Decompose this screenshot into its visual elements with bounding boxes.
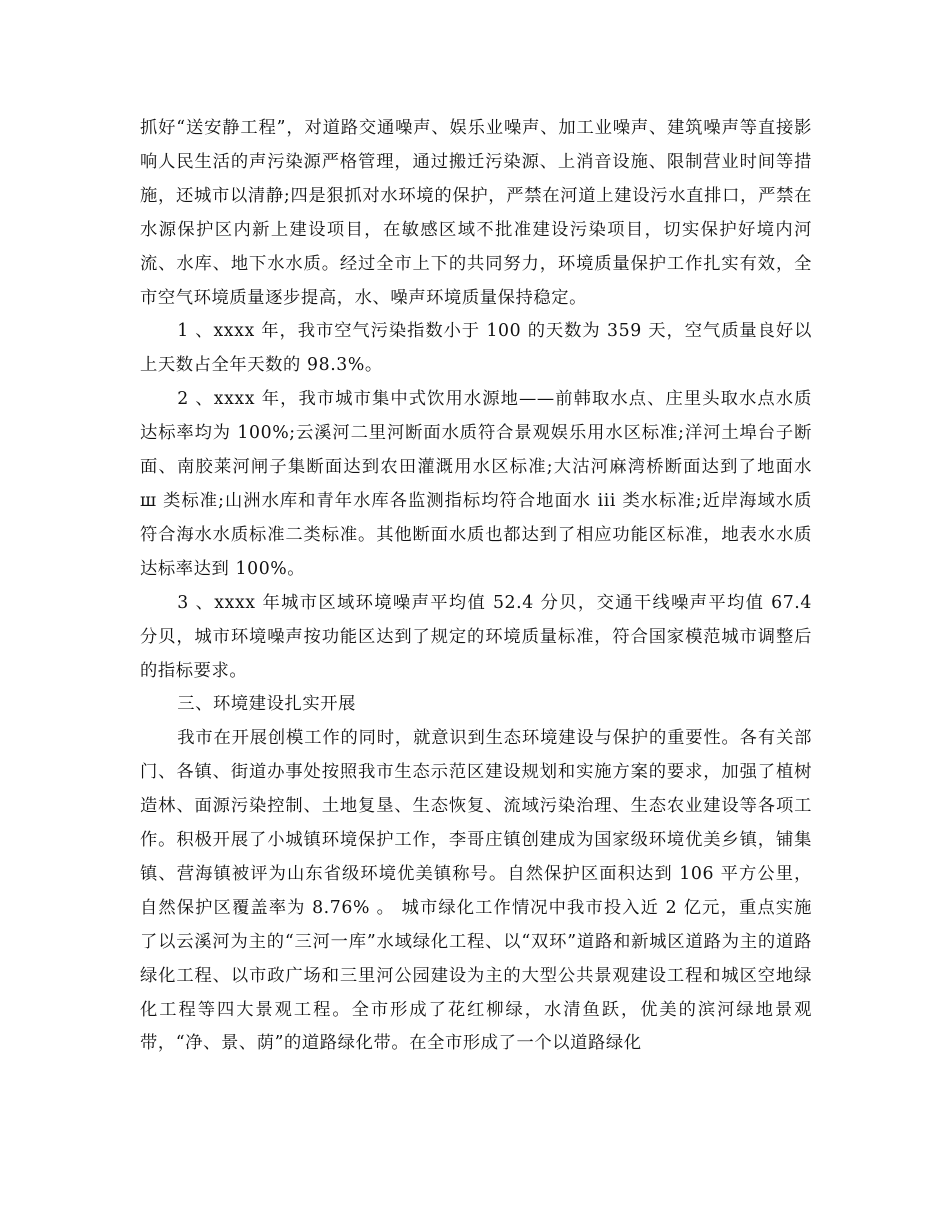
section-heading-environment-construction: 三、环境建设扎实开展: [177, 694, 357, 715]
paragraph-noise-and-water-protection: 抓好“送安静工程”，对道路交通噪声、娱乐业噪声、加工业噪声、建筑噪声等直接影响人民生活的声污染源严格管理，通过搬迁污染源、上消音设施、限制营业时间等措施，还城市以清静;四是狠抓对水环境的保护，严禁在河道上建设污水直排口，严禁在水源保护区内新上建设项目，在敏感区域不批准建设污染项目，切实保护好境内河流、水库、地下水水质。经过全市上下的共同努力，环境质量保护工作扎实有效，全市空气环境质量逐步提高，水、噪声环境质量保持稳定。: [140, 118, 812, 308]
paragraph-water-quality: 2 、xxxx 年，我市城市集中式饮用水源地——前韩取水点、庄里头取水点水质达标率均为 100%;云溪河二里河断面水质符合景观娱乐用水区标准;洋河土埠台子断面、南胶莱河闸子集断面达到农田灌溉用水区标准;大沽河麻湾桥断面达到了地面水 ш 类标准;山洲水库和青年水库各监测指标均符合地面水 iii 类水标准;近岸海域水质符合海水水质标准二类标准。其他断面水质也都达到了相应功能区标准，地表水水质达标率达到 100%。: [140, 389, 812, 579]
paragraph-ecological-construction: 我市在开展创模工作的同时，就意识到生态环境建设与保护的重要性。各有关部门、各镇、街道办事处按照我市生态示范区建设规划和实施方案的要求，加强了植树造林、面源污染控制、土地复垦、生态恢复、流域污染治理、生态农业建设等各项工作。积极开展了小城镇环境保护工作，李哥庄镇创建成为国家级环境优美乡镇，铺集镇、营海镇被评为山东省级环境优美镇称号。自然保护区面积达到 106 平方公里，自然保护区覆盖率为 8.76% 。 城市绿化工作情况中我市投入近 2 亿元，重点实施了以云溪河为主的“三河一库”水域绿化工程、以“双环”道路和新城区道路为主的道路绿化工程、以市政广场和三里河公园建设为主的大型公共景观建设工程和城区空地绿化工程等四大景观工程。全市形成了花红柳绿，水清鱼跃，优美的滨河绿地景观带，“净、景、荫”的道路绿化带。在全市形成了一个以道路绿化: [140, 728, 812, 1054]
paragraph-air-quality: 1 、xxxx 年，我市空气污染指数小于 100 的天数为 359 天，空气质量良好以上天数占全年天数的 98.3%。: [140, 321, 812, 376]
paragraph-noise-levels: 3 、xxxx 年城市区域环境噪声平均值 52.4 分贝，交通干线噪声平均值 67.4 分贝，城市环境噪声按功能区达到了规定的环境质量标准，符合国家模范城市调整后的指标要求。: [140, 592, 812, 681]
document-body: [140, 112, 812, 1061]
